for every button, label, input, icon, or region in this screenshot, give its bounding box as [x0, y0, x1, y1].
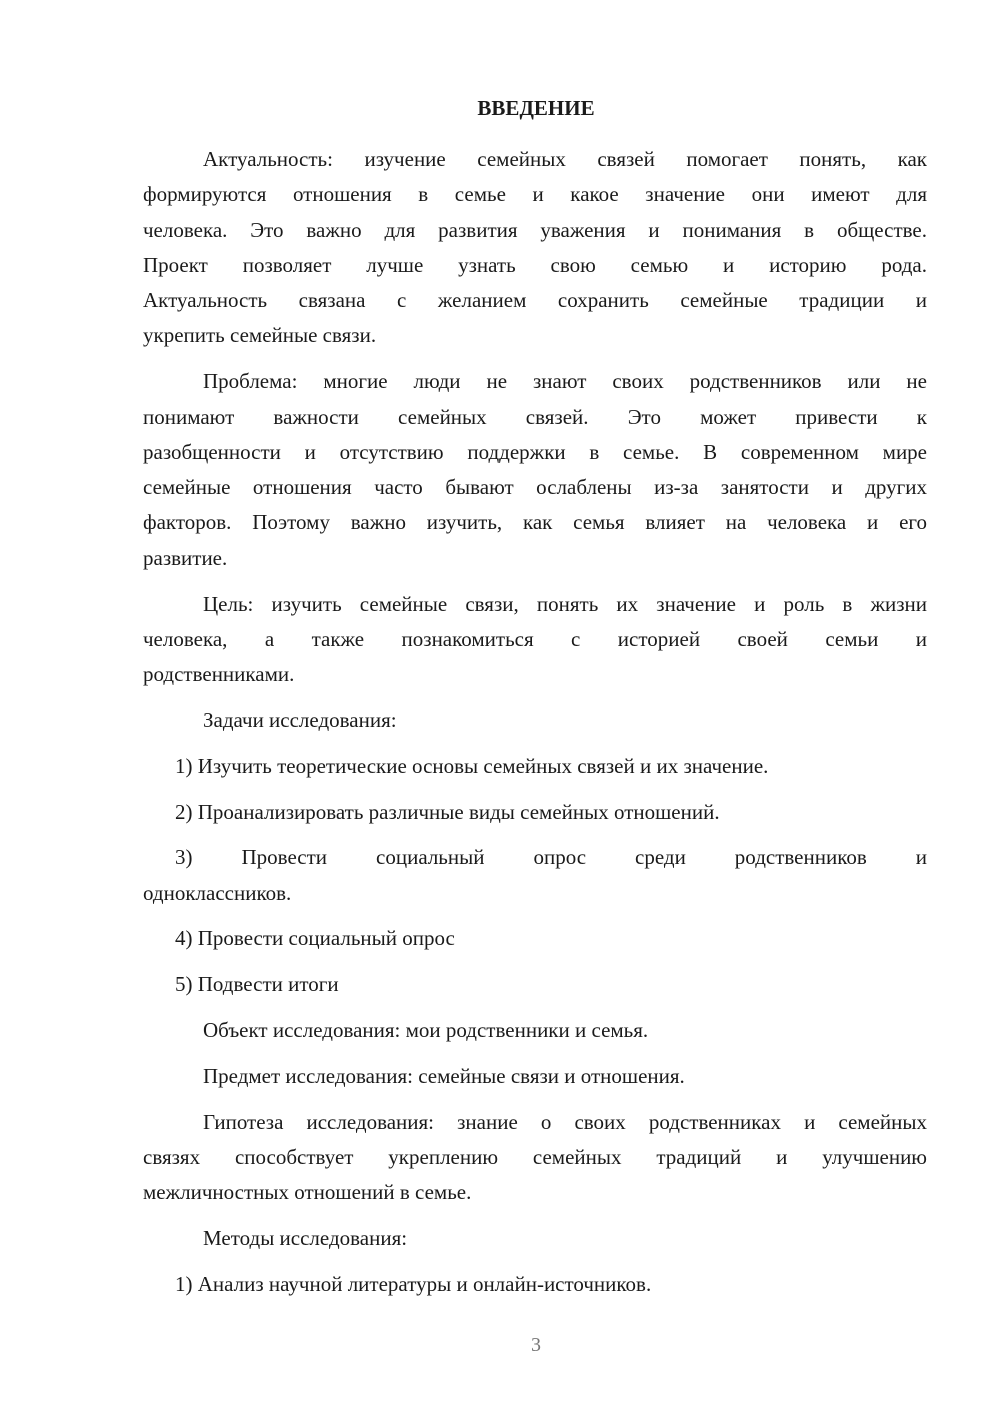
text-line: семейные отношения часто бывают ослаблены из-за занятости и других [143, 475, 927, 500]
paragraph [143, 703, 927, 738]
text-line: Цель: изучить семейные связи, понять их значение и роль в жизни [203, 591, 927, 616]
text-line: понимают важности семейных связей. Это может привести к [143, 404, 927, 429]
text-line: Предмет исследования: семейные связи и отношения. [203, 1063, 685, 1088]
list-item [143, 1267, 927, 1302]
text-line: 3) Провести социальный опрос среди родственников и [175, 845, 927, 870]
text-line: человека, а также познакомиться с историей своей семьи и [143, 626, 927, 651]
text-line: Проблема: многие люди не знают своих родственников или не [203, 369, 927, 394]
paragraph [143, 1221, 927, 1256]
list-item [143, 967, 927, 1002]
text-line: связях способствует укреплению семейных традиций и улучшению [143, 1144, 927, 1169]
text-line: человека. Это важно для развития уважения и понимания в обществе. [143, 217, 927, 242]
paragraph [143, 1105, 927, 1211]
text-line: укрепить семейные связи. [143, 323, 377, 348]
text-line: развитие. [143, 545, 228, 570]
text-line: 2) Проанализировать различные виды семейных отношений. [175, 799, 720, 824]
list-item [143, 795, 927, 830]
text-line: 1) Анализ научной литературы и онлайн-источников. [175, 1271, 652, 1296]
text-line: 1) Изучить теоретические основы семейных связей и их значение. [175, 753, 769, 778]
document-body [143, 142, 927, 1313]
text-line: формируются отношения в семье и какое значение они имеют для [143, 182, 927, 207]
text-line: родственниками. [143, 662, 295, 687]
text-line: факторов. Поэтому важно изучить, как семья влияет на человека и его [143, 510, 927, 535]
text-line: Объект исследования: мои родственники и семья. [203, 1018, 649, 1043]
text-line: Задачи исследования: [203, 707, 397, 732]
text-line: Методы исследования: [203, 1226, 408, 1251]
text-line: Актуальность: изучение семейных связей помогает понять, как [203, 147, 927, 171]
page-title: ВВЕДЕНИЕ [477, 96, 595, 120]
text-line: одноклассников. [143, 880, 292, 905]
text-line: Проект позволяет лучше узнать свою семью и историю рода. [143, 252, 927, 277]
list-item [143, 921, 927, 956]
text-line: разобщенности и отсутствию поддержки в семье. В современном мире [143, 439, 927, 464]
text-line: межличностных отношений в семье. [143, 1180, 472, 1205]
paragraph [143, 1013, 927, 1048]
text-line: Гипотеза исследования: знание о своих родственниках и семейных [203, 1109, 927, 1134]
text-line: Актуальность связана с желанием сохранить семейные традиции и [143, 288, 927, 313]
paragraph [143, 1059, 927, 1094]
text-line: 5) Подвести итоги [175, 972, 339, 997]
paragraph [143, 587, 927, 693]
text-line: 4) Провести социальный опрос [175, 926, 455, 951]
list-item [143, 840, 927, 911]
paragraph [143, 364, 927, 576]
list-item [143, 749, 927, 784]
page-number: 3 [531, 1334, 541, 1356]
paragraph [143, 142, 927, 354]
